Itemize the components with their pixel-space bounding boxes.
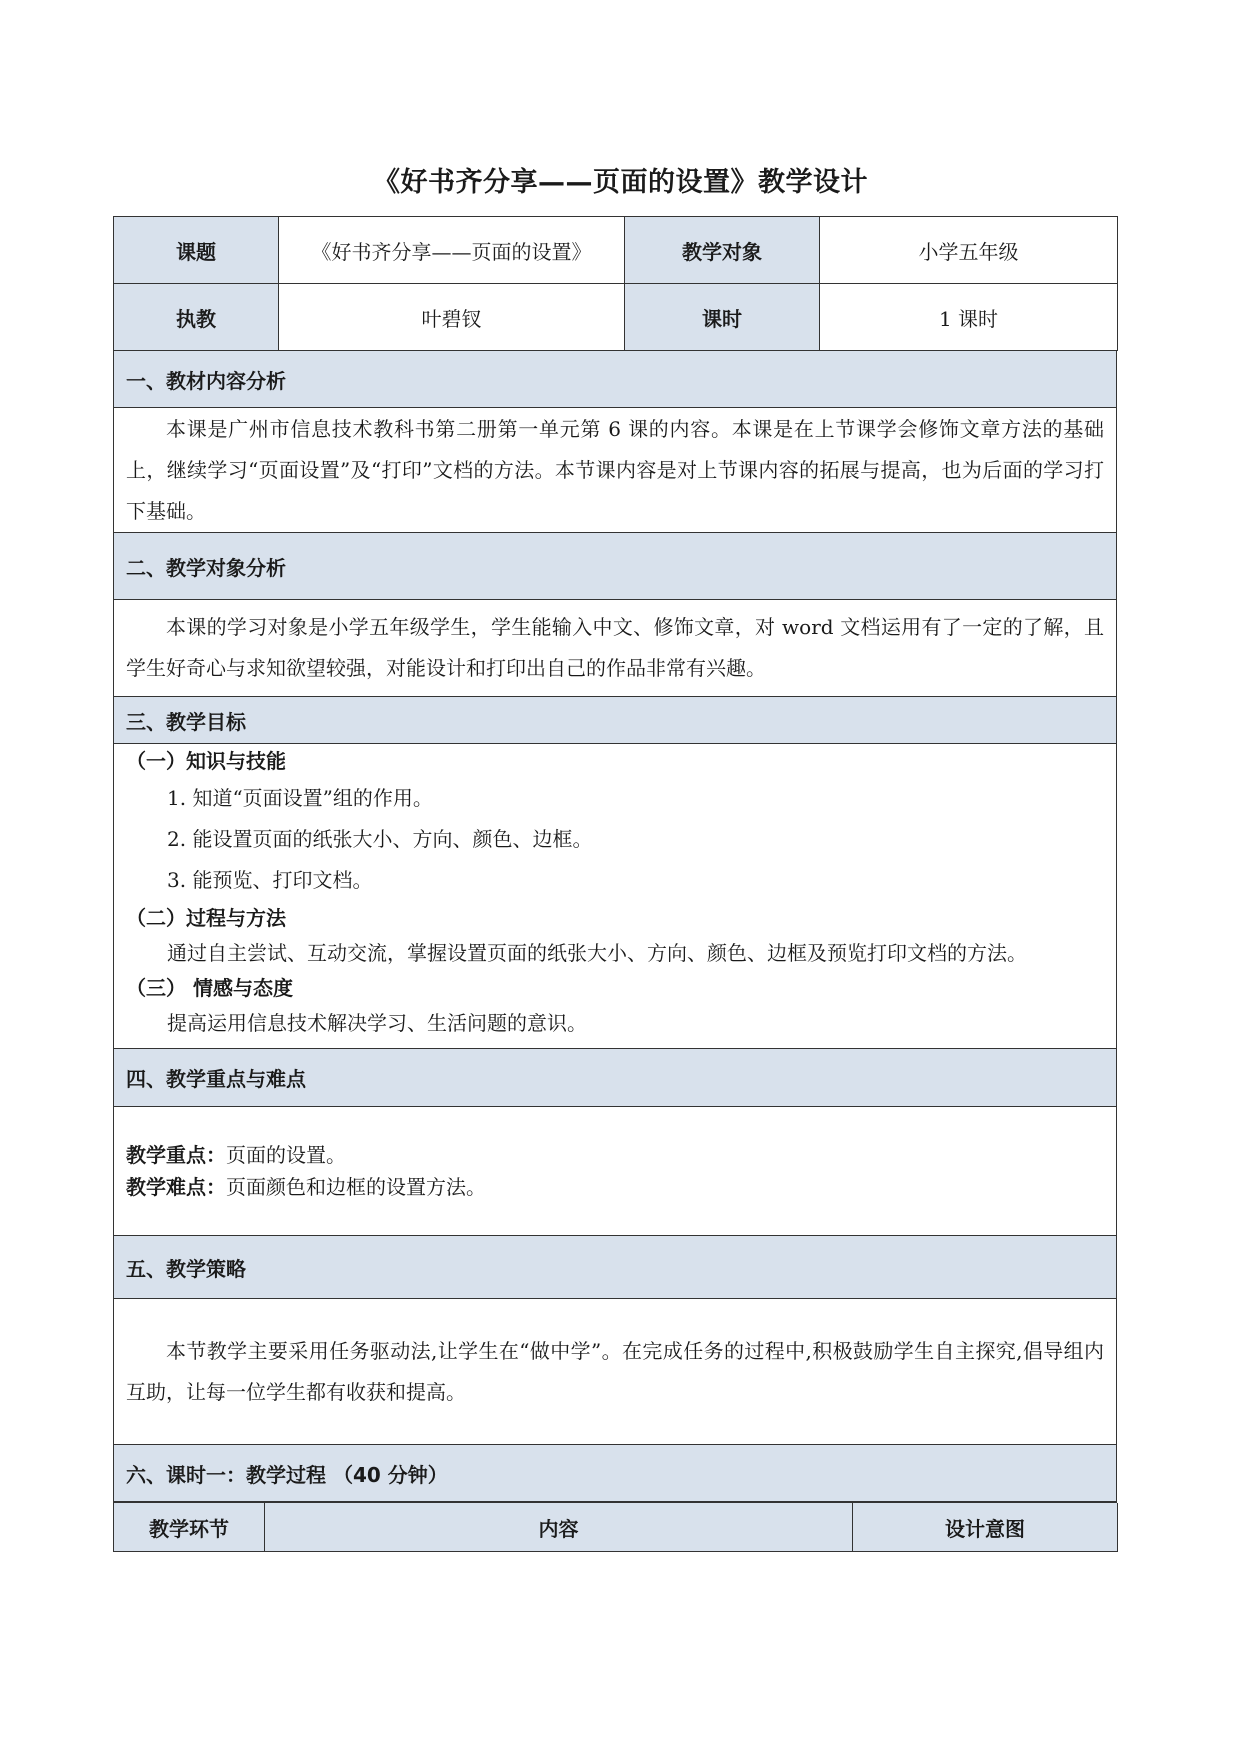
period-value: 1 课时 [820, 284, 1118, 351]
key-point-label: 教学重点： [126, 1143, 226, 1167]
audience-label: 教学对象 [625, 217, 820, 284]
section-text: 本节教学主要采用任务驱动法,让学生在“做中学”。在完成任务的过程中,积极鼓励学生自主探究,倡导组内互助，让每一位学生都有收获和提高。 [126, 1338, 1104, 1404]
teacher-value: 叶碧钗 [279, 284, 625, 351]
meta-row-teacher [114, 284, 1118, 351]
section-strategy [113, 1236, 1117, 1445]
teacher-label: 执教 [114, 284, 279, 351]
sub-heading-attitude: （三） 情感与态度 [126, 976, 293, 1000]
section-heading: 一、教材内容分析 [114, 351, 1116, 408]
section-key-points [113, 1049, 1117, 1236]
col-content: 内容 [265, 1503, 853, 1552]
section-teaching-process [113, 1445, 1117, 1503]
col-intent: 设计意图 [853, 1503, 1118, 1552]
section-material-analysis [113, 351, 1117, 533]
difficulty-value: 页面颜色和边框的设置方法。 [226, 1175, 486, 1199]
process-text: 通过自主尝试、互动交流，掌握设置页面的纸张大小、方向、颜色、边框及预览打印文档的方法。 [167, 941, 1027, 965]
topic-label: 课题 [114, 217, 279, 284]
section-learner-analysis [113, 533, 1117, 697]
lesson-plan-table [113, 216, 1117, 1552]
audience-value: 小学五年级 [820, 217, 1118, 284]
topic-value: 《好书齐分享——页面的设置》 [279, 217, 625, 284]
sub-heading-process: （二）过程与方法 [126, 906, 286, 930]
section-text: 本课是广州市信息技术教科书第二册第一单元第 6 课的内容。本课是在上节课学会修饰文章方法的基础上，继续学习“页面设置”及“打印”文档的方法。本节课内容是对上节课内容的拓展与提高，也为后面的学习打下基础。 [126, 416, 1104, 523]
period-label: 课时 [625, 284, 820, 351]
section-heading: 四、教学重点与难点 [114, 1049, 1116, 1107]
col-stage: 教学环节 [114, 1503, 265, 1552]
list-item: 3. 能预览、打印文档。 [167, 868, 373, 892]
section-heading: 六、课时一：教学过程 （40 分钟） [114, 1445, 1116, 1502]
process-table-header [113, 1503, 1118, 1552]
attitude-text: 提高运用信息技术解决学习、生活问题的意识。 [167, 1011, 587, 1035]
section-heading: 三、教学目标 [114, 697, 1116, 744]
sub-heading-knowledge: （一）知识与技能 [126, 749, 286, 773]
section-heading: 二、教学对象分析 [114, 533, 1116, 600]
section-text: 本课的学习对象是小学五年级学生，学生能输入中文、修饰文章，对 word 文档运用有了一定的了解，且学生好奇心与求知欲望较强，对能设计和打印出自己的作品非常有兴趣。 [126, 615, 1104, 680]
difficulty-line [126, 1171, 1104, 1203]
list-item: 1. 知道“页面设置”组的作用。 [167, 786, 433, 810]
meta-row-topic [114, 217, 1118, 284]
key-point-line [126, 1139, 1104, 1171]
section-heading: 五、教学策略 [114, 1236, 1116, 1299]
document-title: 《好书齐分享——页面的设置》教学设计 [373, 167, 868, 198]
section-objectives [113, 697, 1117, 1049]
process-header-row [114, 1503, 1118, 1552]
list-item: 2. 能设置页面的纸张大小、方向、颜色、边框。 [167, 827, 593, 851]
difficulty-label: 教学难点： [126, 1175, 226, 1199]
meta-table [113, 216, 1118, 351]
key-point-value: 页面的设置。 [226, 1143, 346, 1167]
